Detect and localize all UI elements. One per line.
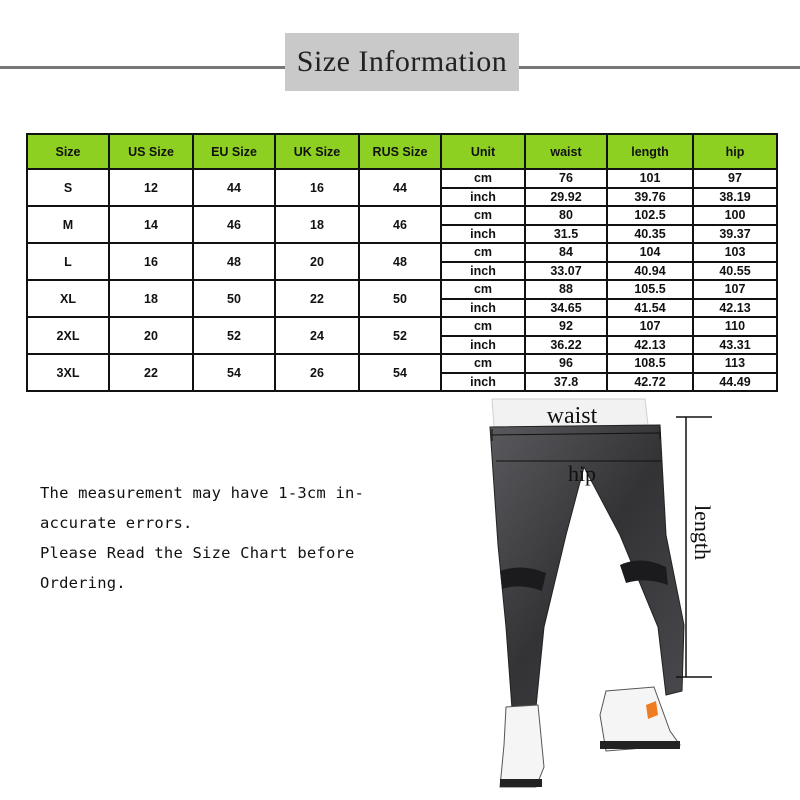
size-chart-table <box>26 133 778 392</box>
size-cell: XL <box>27 280 109 317</box>
sneaker-left-sole <box>500 779 542 787</box>
waist-cell: 84 <box>525 243 607 262</box>
table-row <box>27 243 777 262</box>
waist-cell: 36.22 <box>525 336 607 355</box>
hip-cell: 38.19 <box>693 188 777 207</box>
hip-cell: 42.13 <box>693 299 777 318</box>
column-header-hip: hip <box>693 134 777 169</box>
waist-cell: 76 <box>525 169 607 188</box>
waist-cell: 34.65 <box>525 299 607 318</box>
size-cell: M <box>27 206 109 243</box>
us-size-cell: 22 <box>109 354 193 391</box>
eu-size-cell: 44 <box>193 169 275 206</box>
us-size-cell: 20 <box>109 317 193 354</box>
unit-cell: cm <box>441 317 525 336</box>
rus-size-cell: 50 <box>359 280 441 317</box>
sneaker-right-sole <box>600 741 680 749</box>
unit-cell: inch <box>441 299 525 318</box>
size-cell: 3XL <box>27 354 109 391</box>
waist-cell: 92 <box>525 317 607 336</box>
us-size-cell: 16 <box>109 243 193 280</box>
hip-cell: 97 <box>693 169 777 188</box>
length-cell: 107 <box>607 317 693 336</box>
hip-cell: 103 <box>693 243 777 262</box>
hip-cell: 113 <box>693 354 777 373</box>
rus-size-cell: 54 <box>359 354 441 391</box>
column-header-rus-size: RUS Size <box>359 134 441 169</box>
length-cell: 105.5 <box>607 280 693 299</box>
hip-cell: 44.49 <box>693 373 777 392</box>
uk-size-cell: 24 <box>275 317 359 354</box>
hip-cell: 110 <box>693 317 777 336</box>
table-row <box>27 280 777 299</box>
column-header-us-size: US Size <box>109 134 193 169</box>
hip-label: hip <box>567 461 597 486</box>
waist-cell: 96 <box>525 354 607 373</box>
eu-size-cell: 54 <box>193 354 275 391</box>
us-size-cell: 18 <box>109 280 193 317</box>
unit-cell: inch <box>441 336 525 355</box>
unit-cell: cm <box>441 354 525 373</box>
note-line: Please Read the Size Chart before <box>40 544 355 562</box>
length-cell: 42.13 <box>607 336 693 355</box>
column-header-waist: waist <box>525 134 607 169</box>
uk-size-cell: 26 <box>275 354 359 391</box>
eu-size-cell: 52 <box>193 317 275 354</box>
unit-cell: inch <box>441 225 525 244</box>
size-cell: S <box>27 169 109 206</box>
table-row <box>27 354 777 373</box>
unit-cell: cm <box>441 243 525 262</box>
measurement-note <box>40 478 364 598</box>
jeans-measurement-illustration <box>470 395 800 800</box>
length-cell: 108.5 <box>607 354 693 373</box>
column-header-length: length <box>607 134 693 169</box>
page-title: Size Information <box>285 33 519 91</box>
column-header-uk-size: UK Size <box>275 134 359 169</box>
hip-cell: 40.55 <box>693 262 777 281</box>
length-cell: 39.76 <box>607 188 693 207</box>
waist-cell: 88 <box>525 280 607 299</box>
column-header-eu-size: EU Size <box>193 134 275 169</box>
waist-cell: 29.92 <box>525 188 607 207</box>
rus-size-cell: 44 <box>359 169 441 206</box>
length-cell: 42.72 <box>607 373 693 392</box>
uk-size-cell: 22 <box>275 280 359 317</box>
waist-cell: 33.07 <box>525 262 607 281</box>
uk-size-cell: 18 <box>275 206 359 243</box>
hip-cell: 43.31 <box>693 336 777 355</box>
length-cell: 104 <box>607 243 693 262</box>
column-header-size: Size <box>27 134 109 169</box>
table-row <box>27 169 777 188</box>
size-cell: L <box>27 243 109 280</box>
uk-size-cell: 20 <box>275 243 359 280</box>
rus-size-cell: 48 <box>359 243 441 280</box>
length-cell: 101 <box>607 169 693 188</box>
sneaker-left <box>500 705 544 787</box>
hip-cell: 107 <box>693 280 777 299</box>
note-line: accurate errors. <box>40 514 193 532</box>
table-row <box>27 317 777 336</box>
waist-label: waist <box>546 403 598 429</box>
length-label: length <box>690 505 715 560</box>
column-header-unit: Unit <box>441 134 525 169</box>
note-line: Ordering. <box>40 574 126 592</box>
unit-cell: cm <box>441 280 525 299</box>
unit-cell: inch <box>441 373 525 392</box>
waist-cell: 80 <box>525 206 607 225</box>
length-cell: 102.5 <box>607 206 693 225</box>
size-cell: 2XL <box>27 317 109 354</box>
eu-size-cell: 48 <box>193 243 275 280</box>
hip-cell: 39.37 <box>693 225 777 244</box>
unit-cell: cm <box>441 206 525 225</box>
uk-size-cell: 16 <box>275 169 359 206</box>
waist-cell: 37.8 <box>525 373 607 392</box>
length-cell: 41.54 <box>607 299 693 318</box>
unit-cell: inch <box>441 262 525 281</box>
waist-cell: 31.5 <box>525 225 607 244</box>
length-cell: 40.94 <box>607 262 693 281</box>
hip-cell: 100 <box>693 206 777 225</box>
us-size-cell: 14 <box>109 206 193 243</box>
unit-cell: inch <box>441 188 525 207</box>
eu-size-cell: 46 <box>193 206 275 243</box>
length-cell: 40.35 <box>607 225 693 244</box>
us-size-cell: 12 <box>109 169 193 206</box>
note-line: The measurement may have 1-3cm in- <box>40 484 365 502</box>
eu-size-cell: 50 <box>193 280 275 317</box>
rus-size-cell: 52 <box>359 317 441 354</box>
table-header-row <box>27 134 777 169</box>
table-row <box>27 206 777 225</box>
rus-size-cell: 46 <box>359 206 441 243</box>
unit-cell: cm <box>441 169 525 188</box>
